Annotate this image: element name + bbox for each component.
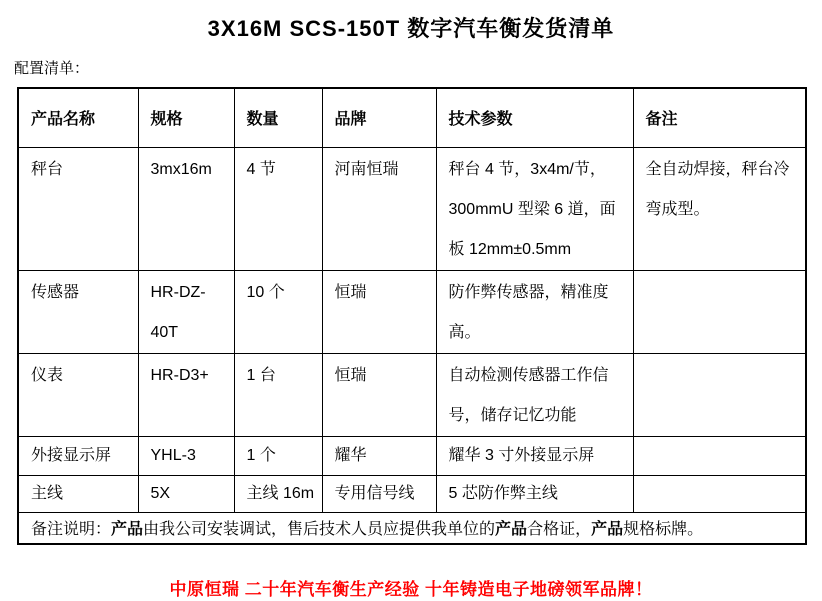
cell-brand: 恒瑞 <box>322 353 436 436</box>
cell-spec: 5X <box>138 475 234 512</box>
footer-note-segment: 产品 <box>591 521 624 539</box>
cell-spec: 3mx16m <box>138 147 234 270</box>
table-row-scale-platform <box>18 147 806 270</box>
cell-tech-params: 自动检测传感器工作信号，储存记忆功能 <box>436 353 633 436</box>
header-qty: 数量 <box>234 88 322 147</box>
cell-brand: 耀华 <box>322 436 436 475</box>
table-header-row <box>18 88 806 147</box>
header-brand: 品牌 <box>322 88 436 147</box>
header-product-name: 产品名称 <box>18 88 138 147</box>
footer-note <box>18 512 806 544</box>
footer-note-segment: 规格标牌。 <box>623 521 704 539</box>
footer-note-segment: 合格证， <box>527 521 592 539</box>
document-title: 3X16M SCS-150T 数字汽车衡发货清单 <box>207 16 615 41</box>
cell-brand: 河南恒瑞 <box>322 147 436 270</box>
table-row-indicator <box>18 353 806 436</box>
cell-product-name: 传感器 <box>18 270 138 353</box>
table-row-main-cable <box>18 475 806 512</box>
cell-qty: 1 个 <box>234 436 322 475</box>
cell-remarks <box>633 475 806 512</box>
cell-remarks <box>633 270 806 353</box>
cell-spec: YHL-3 <box>138 436 234 475</box>
cell-qty: 10 个 <box>234 270 322 353</box>
cell-remarks <box>633 436 806 475</box>
footer-note-segment: 由我公司安装调试，售后技术人员应提供我单位的 <box>143 521 496 539</box>
footer-note-segment: 产品 <box>495 521 528 539</box>
cell-remarks: 全自动焊接，秤台冷弯成型。 <box>633 147 806 270</box>
header-remarks: 备注 <box>633 88 806 147</box>
cell-product-name: 主线 <box>18 475 138 512</box>
config-table <box>17 87 807 545</box>
cell-brand: 专用信号线 <box>322 475 436 512</box>
cell-brand: 恒瑞 <box>322 270 436 353</box>
cell-tech-params: 耀华 3 寸外接显示屏 <box>436 436 633 475</box>
header-tech-params: 技术参数 <box>436 88 633 147</box>
cell-remarks <box>633 353 806 436</box>
cell-qty: 1 台 <box>234 353 322 436</box>
brand-slogan: 中原恒瑞 二十年汽车衡生产经验 十年铸造电子地磅领军品牌！ <box>169 580 653 599</box>
config-list-label: 配置清单： <box>14 60 90 77</box>
cell-spec: HR-DZ-40T <box>138 270 234 353</box>
table-row-sensor <box>18 270 806 353</box>
footer-note-segment: 产品 <box>111 521 144 539</box>
cell-qty: 4 节 <box>234 147 322 270</box>
table-footer-note-row <box>18 512 806 544</box>
cell-product-name: 外接显示屏 <box>18 436 138 475</box>
cell-tech-params: 5 芯防作弊主线 <box>436 475 633 512</box>
header-spec: 规格 <box>138 88 234 147</box>
cell-tech-params: 秤台 4 节，3x4m/节，300mmU 型梁 6 道，面板 12mm±0.5mm <box>436 147 633 270</box>
table-row-external-display <box>18 436 806 475</box>
cell-product-name: 秤台 <box>18 147 138 270</box>
cell-qty: 主线 16m <box>234 475 322 512</box>
footer-note-segment: 备注说明： <box>31 521 112 539</box>
cell-spec: HR-D3+ <box>138 353 234 436</box>
cell-tech-params: 防作弊传感器，精准度高。 <box>436 270 633 353</box>
cell-product-name: 仪表 <box>18 353 138 436</box>
